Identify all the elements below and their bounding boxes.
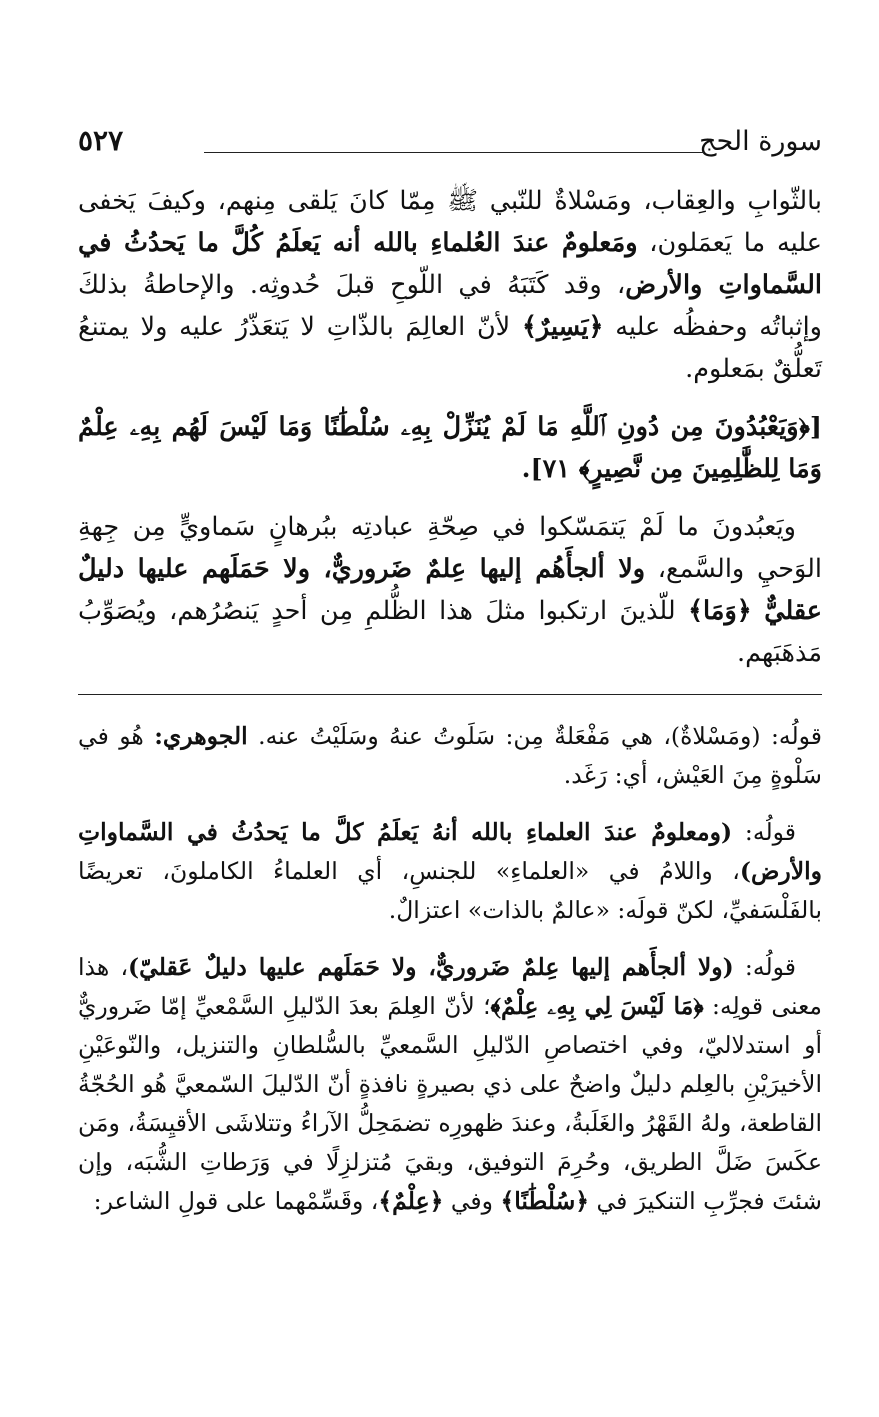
n3-text-5: ، وقَسِّمْهما على قولِ الشاعر: [93,1187,379,1215]
running-header [78,118,822,166]
p1-text-1: بالثّوابِ والعِقاب، ومَسْلاةٌ للنّبي ﷺ مِمّا كانَ يَلقى مِنهم، وكيفَ يَخفى عليه ما يَعمَلون، [78,186,822,258]
p2-text-2: للّذينَ ارتكبوا مثلَ هذا الظُّلمِ مِن أحدٍ يَنصُرُهم، ويُصَوِّبُ مَذهَبَهم. [78,596,822,668]
commentary-notes [78,717,822,1221]
p2-space [752,596,764,626]
book-page [78,118,822,1239]
n3-text-1: قولُه: [733,953,796,981]
n3-quran-quote-3: ﴿عِلْمٌ﴾ [378,1187,444,1215]
surah-title: سورة الحج [699,126,822,157]
page-number: ٥٢٧ [78,124,124,157]
p2-text-1: ويَعبُدونَ ما لَمْ يَتمَسّكوا في صِحّةِ عبادتِه ببُرهانٍ سَماويٍّ مِن جِهةِ الوَحيِ والسَّمع، [78,512,822,584]
n3-text-4: وفي [443,1187,501,1215]
footnote-divider [78,694,822,695]
n1-text-2: هُو في سَلْوةٍ مِنَ العَيْش، أي: رَغَد. [78,722,822,789]
n1-text-1: قولُه: (ومَسْلاةٌ)، هي مَفْعَلةٌ مِن: سَلَوتُ عنهُ وسَلَيْتُ عنه. [247,722,822,750]
n3-quran-quote-2: ﴿سُلْطَٰنًا﴾ [500,1187,590,1215]
main-paragraph-1 [78,180,822,390]
note-2 [78,813,822,930]
n3-text-2: ، هذا معنى قولِه: [78,953,823,1020]
note-1 [78,717,822,795]
p1-text-2: ، وقد كَتَبَهُ في اللّوحِ قبلَ حُدوثِه. والإحاطةُ بذلكَ وإثباتُه وحفظُه عليه [78,270,822,342]
n3-bold-quote: (ولا ألجأَهم إليها عِلمٌ ضَروريٌّ، ولا حَمَلَهم عليها دليلٌ عَقليّ) [128,953,734,981]
n3-quran-quote-1: ﴿مَا لَيْسَ لِي بِهِۦ عِلْمٌ﴾ [490,992,704,1020]
p2-bold-1: ولا ألجأَهُم إليها عِلمٌ ضَروريٌّ، ولا حَمَلَهم عليها دليلٌ عقليٌّ [78,554,822,626]
header-rule [204,152,704,153]
n1-bold-source: الجوهري: [154,722,248,750]
main-paragraph-2 [78,506,822,674]
p1-text-3: لأنّ العالِمَ بالذّاتِ لا يَتعَذّرُ عليه ولا يمتنعُ تَعلُّقٌ بمَعلوم. [78,312,822,384]
p1-bold-1: ومَعلومٌ عندَ العُلماءِ بالله أنه يَعلَمُ كُلَّ ما يَحدُثُ في السَّماواتِ والأرض [78,228,822,300]
n2-text-2: ، واللامُ في «العلماءِ» للجنسِ، أي العلماءُ الكاملونَ، تعريضًا بالفَلْسَفيِّ، لكنّ قولَه: «عالمٌ بالذات» اعتزالٌ. [78,857,822,924]
note-3 [78,948,822,1221]
p1-quran-quote: ﴿يَسِيرٌ﴾ [521,312,604,342]
n2-bold-quote: (ومعلومٌ عندَ العلماءِ بالله أنهُ يَعلَمُ كلَّ ما يَحدُثُ في السَّماواتِ والأرض) [78,818,822,885]
main-text [78,180,822,674]
quran-verse: [﴿وَيَعْبُدُونَ مِن دُونِ ٱللَّهِ مَا لَمْ يُنَزِّلْ بِهِۦ سُلْطَٰنًا وَمَا لَيْسَ لَهُم بِهِۦ عِلْمٌ وَمَا لِلظَّٰلِمِينَ مِن نَّصِيرٍ﴾ ٧١]. [78,412,822,484]
p2-quran-quote: ﴿وَمَا﴾ [688,596,752,626]
n2-text-1: قولُه: [732,818,796,846]
n3-text-3: ؛ لأنّ العِلمَ بعدَ الدّليلِ السَّمْعيِّ إمّا ضَروريٌّ أو استدلاليّ، وفي اختصاصِ الدّليلِ السَّمعيِّ بالسُّلطانِ والتنزيل، والنّوعَيْنِ الأخيرَيْنِ بالعِلم دليلٌ واضحٌ على ذي بصيرةٍ نافذةٍ أنّ الدّليلَ السّمعيَّ هُو الحُجّةُ القاطعة، ولهُ القَهْرُ والغَلَبةُ، وعندَ ظهورِه تضمَحِلُّ الآراءُ وتتلاشَى الأقيِسَةُ، ومَن عكَسَ ضَلَّ الطريق، وحُرِمَ التوفيق، وبقيَ مُتزلزِلًا في وَرَطاتِ الشُّبَه، وإن شئتَ فجرِّبِ التنكيرَ في [78,992,822,1215]
